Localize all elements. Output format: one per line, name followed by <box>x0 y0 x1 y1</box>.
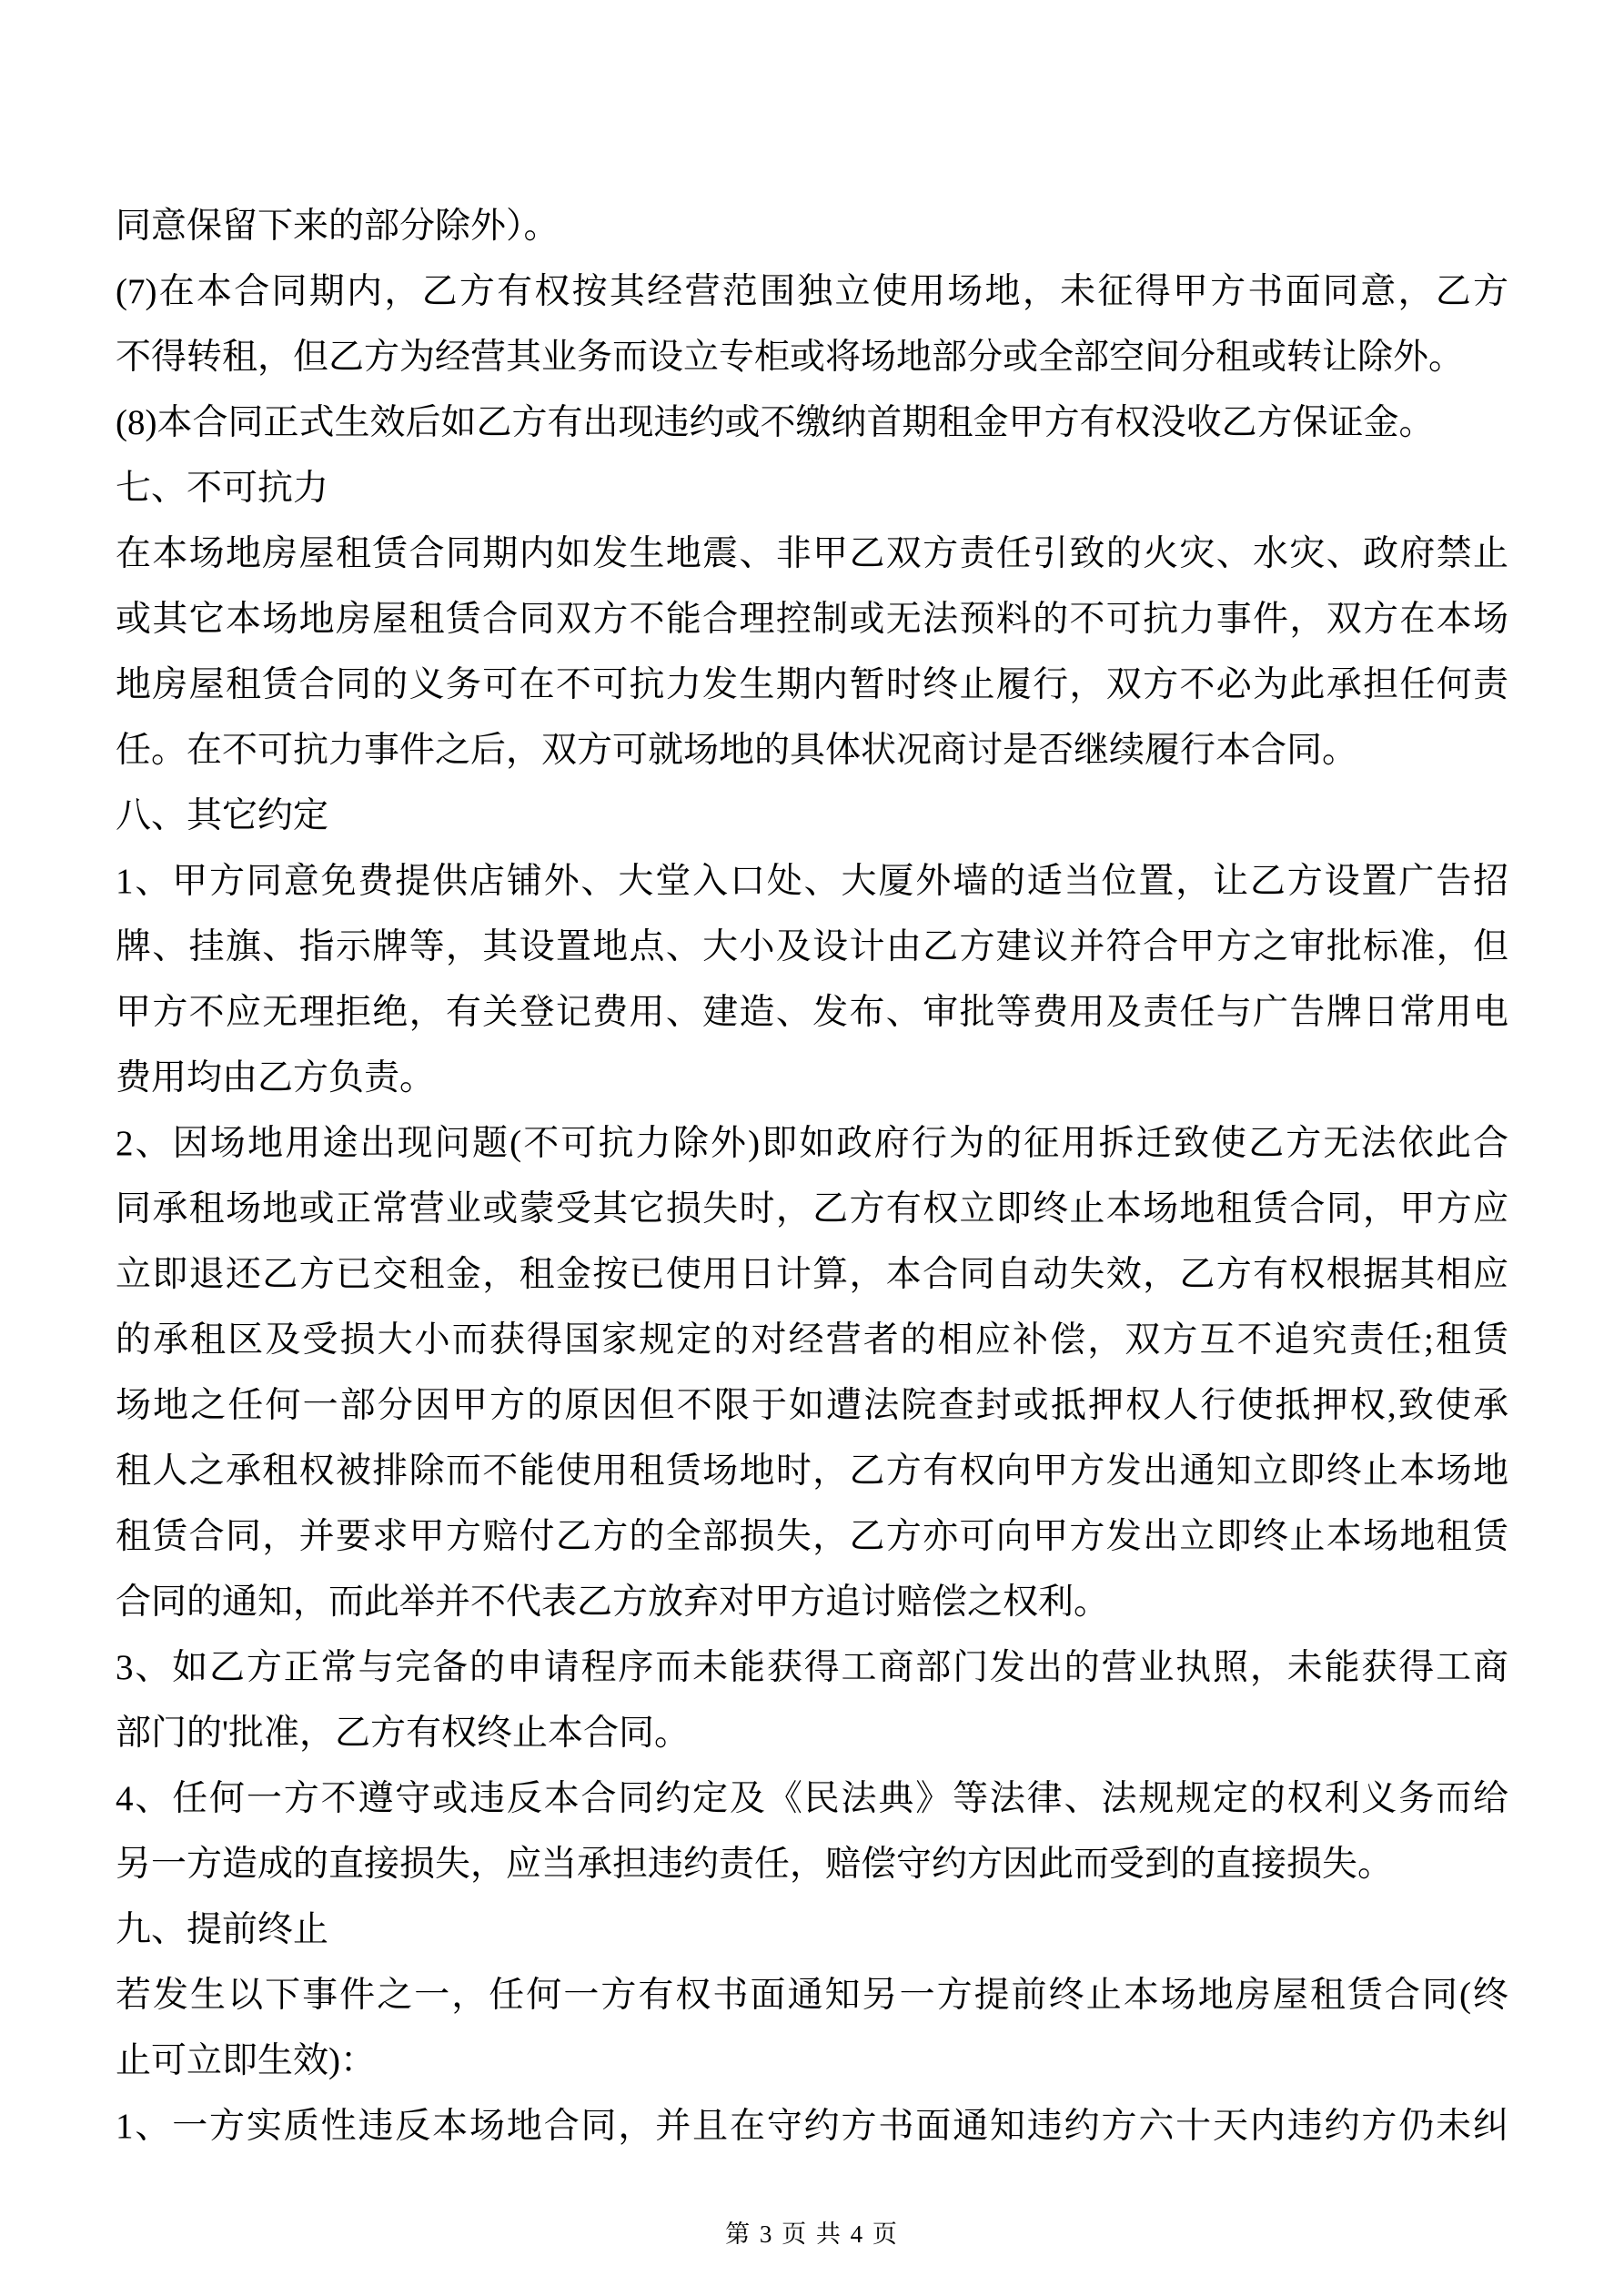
page-footer: 第 3 页 共 4 页 <box>725 2220 899 2248</box>
text-line: 场地之任何一部分因甲方的原因但不限于如遭法院查封或抵押权人行使抵押权,致使承 <box>116 1386 1508 1425</box>
text-line: 的承租区及受损大小而获得国家规定的对经营者的相应补偿，双方互不追究责任;租赁 <box>116 1320 1508 1360</box>
text-line: 若发生以下事件之一，任何一方有权书面通知另一方提前终止本场地房屋租赁合同(终 <box>116 1976 1508 2015</box>
text-line: 1、一方实质性违反本场地合同，并且在守约方书面通知违约方六十天内违约方仍未纠 <box>116 2107 1508 2146</box>
text-line: 止可立即生效)： <box>116 2041 376 2080</box>
text-line: 立即退还乙方已交租金，租金按已使用日计算，本合同自动失效，乙方有权根据其相应 <box>116 1255 1508 1294</box>
text-line: (7)在本合同期内，乙方有权按其经营范围独立使用场地，未征得甲方书面同意，乙方 <box>116 272 1508 311</box>
text-line: 牌、挂旗、指示牌等，其设置地点、大小及设计由乙方建议并符合甲方之审批标准，但 <box>116 927 1508 966</box>
text-line: 租赁合同，并要求甲方赔付乙方的全部损失，乙方亦可向甲方发出立即终止本场地租赁 <box>116 1517 1508 1556</box>
text-line: 1、甲方同意免费提供店铺外、大堂入口处、大厦外墙的适当位置，让乙方设置广告招 <box>116 862 1508 901</box>
text-line: 八、其它约定 <box>116 796 329 835</box>
text-line: (8)本合同正式生效后如乙方有出现违约或不缴纳首期租金甲方有权没收乙方保证金。 <box>116 403 1435 442</box>
text-line: 九、提前终止 <box>116 1910 329 1949</box>
text-line: 2、因场地用途出现问题(不可抗力除外)即如政府行为的征用拆迁致使乙方无法依此合 <box>116 1124 1508 1163</box>
text-line: 合同的通知，而此举并不代表乙方放弃对甲方追讨赔偿之权利。 <box>116 1583 1110 1622</box>
text-line: 另一方造成的直接损失，应当承担违约责任，赔偿守约方因此而受到的直接损失。 <box>116 1845 1394 1884</box>
text-line: 同承租场地或正常营业或蒙受其它损失时，乙方有权立即终止本场地租赁合同，甲方应 <box>116 1189 1508 1229</box>
text-line: 甲方不应无理拒绝，有关登记费用、建造、发布、审批等费用及责任与广告牌日常用电 <box>116 993 1508 1032</box>
text-line: 任。在不可抗力事件之后，双方可就场地的具体状况商讨是否继续履行本合同。 <box>116 731 1358 770</box>
text-line: 费用均由乙方负责。 <box>116 1058 436 1097</box>
text-line: 4、任何一方不遵守或违反本合同约定及《民法典》等法律、法规规定的权利义务而给 <box>116 1779 1508 1818</box>
text-line: 地房屋租赁合同的义务可在不可抗力发生期内暂时终止履行，双方不必为此承担任何责 <box>116 665 1508 704</box>
text-line: 在本场地房屋租赁合同期内如发生地震、非甲乙双方责任引致的火灾、水灾、政府禁止 <box>116 534 1508 573</box>
text-line: 七、不可抗力 <box>116 469 329 508</box>
text-line: 同意保留下来的部分除外）。 <box>116 207 560 246</box>
text-line: 租人之承租权被排除而不能使用租赁场地时，乙方有权向甲方发出通知立即终止本场地 <box>116 1451 1508 1491</box>
text-line: 3、如乙方正常与完备的申请程序而未能获得工商部门发出的营业执照，未能获得工商 <box>116 1648 1508 1687</box>
text-line: 或其它本场地房屋租赁合同双方不能合理控制或无法预料的不可抗力事件，双方在本场 <box>116 600 1508 639</box>
text-line: 不得转租，但乙方为经营其业务而设立专柜或将场地部分或全部空间分租或转让除外。 <box>116 338 1465 377</box>
document-body <box>116 194 1508 2159</box>
text-line: 部门的'批准，乙方有权终止本合同。 <box>116 1714 691 1753</box>
